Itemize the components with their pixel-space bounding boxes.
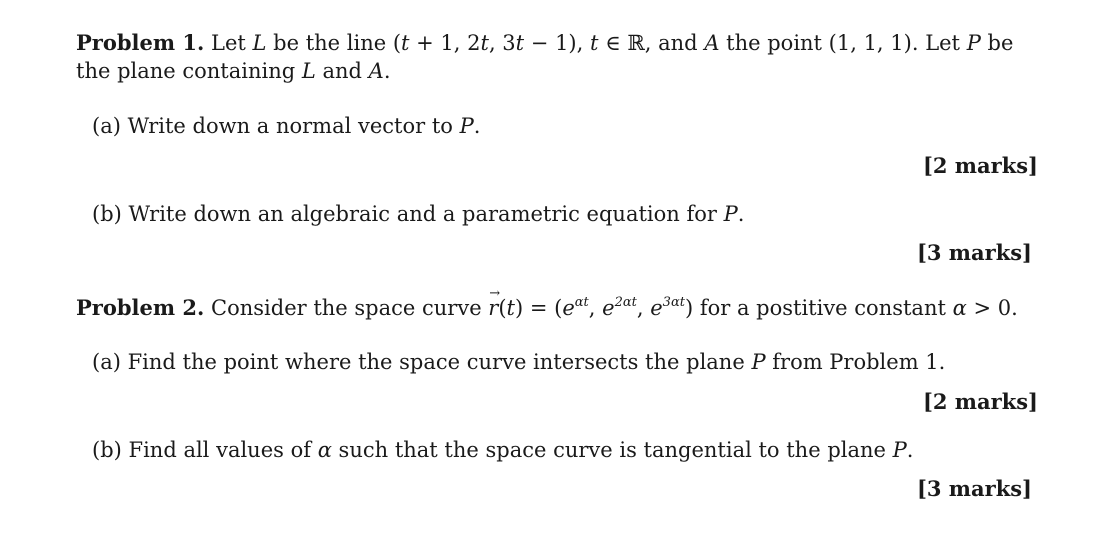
text-run: .: [473, 114, 481, 138]
problem2-heading: Problem 2.: [76, 295, 205, 320]
text-run: − 1),: [524, 31, 590, 55]
math-var: A: [704, 31, 720, 55]
text-run: ) = (: [515, 296, 563, 320]
math-var: α: [317, 438, 332, 462]
part-label: (b): [92, 438, 122, 462]
math-var: e: [650, 296, 663, 320]
text-run: Find all values of: [121, 438, 318, 462]
part-label: (a): [92, 350, 121, 374]
text-run: (: [498, 296, 507, 320]
problem1-part-a-marks: [2 marks]: [922, 153, 1038, 178]
problem1-statement-line1: [76, 32, 1013, 54]
text-run: + 1, 2: [409, 31, 481, 55]
problem2-part-a-marks: [2 marks]: [922, 389, 1038, 414]
math-var: t: [589, 31, 599, 55]
exponent: αt: [574, 295, 589, 310]
text-run: > 0.: [966, 296, 1018, 320]
math-var: P: [723, 202, 738, 226]
math-var: P: [459, 114, 474, 138]
math-var: t: [515, 31, 525, 55]
math-var: t: [480, 31, 489, 55]
text-run: .: [906, 438, 914, 462]
problem2-part-a: [92, 352, 945, 373]
text-run: Let: [204, 31, 253, 55]
text-run: such that the space curve is tangential to the plane: [331, 438, 893, 462]
text-run: ∈ ℝ, and: [598, 31, 705, 55]
problem1-heading: Problem 1.: [76, 30, 205, 55]
text-run: be the line (: [266, 31, 402, 55]
problem2-part-b: [92, 440, 913, 461]
exponent: 3αt: [662, 295, 685, 310]
problem2-part-b-marks: [3 marks]: [916, 476, 1032, 501]
text-run: Write down an algebraic and a parametric equation for: [121, 202, 724, 226]
math-var: L: [301, 59, 316, 83]
text-run: .: [737, 202, 745, 226]
problem1-statement-line2: [76, 61, 391, 82]
problem1-part-b: [92, 204, 744, 225]
problem2-statement: [76, 297, 1018, 319]
text-run: .: [383, 59, 391, 83]
text-run: Consider the space curve: [204, 296, 489, 320]
text-run: ) for a postitive constant: [684, 296, 953, 320]
text-run: Write down a normal vector to: [120, 114, 460, 138]
math-var: P: [892, 438, 907, 462]
problem1-part-b-marks: [3 marks]: [916, 240, 1032, 265]
text-run: , 3: [488, 31, 516, 55]
math-var: t: [506, 296, 515, 320]
part-label: (b): [92, 202, 122, 226]
text-run: the plane containing: [76, 59, 302, 83]
math-var: P: [751, 350, 766, 374]
exponent: 2αt: [614, 295, 637, 310]
math-var: α: [952, 296, 967, 320]
text-run: and: [315, 59, 369, 83]
math-var: e: [562, 296, 575, 320]
part-label: (a): [92, 114, 121, 138]
text-run: from Problem 1.: [765, 350, 946, 374]
text-run: be: [980, 31, 1014, 55]
math-var: A: [368, 59, 384, 83]
math-var: P: [966, 31, 981, 55]
math-var: e: [602, 296, 615, 320]
text-run: ,: [588, 296, 603, 320]
text-run: the point (1, 1, 1). Let: [719, 31, 967, 55]
problem1-part-a: [92, 116, 480, 137]
text-run: Find the point where the space curve intersects the plane: [120, 350, 752, 374]
math-var: t: [401, 31, 410, 55]
vector-r: → r: [488, 298, 498, 319]
math-var: L: [252, 31, 267, 55]
text-run: ,: [636, 296, 651, 320]
